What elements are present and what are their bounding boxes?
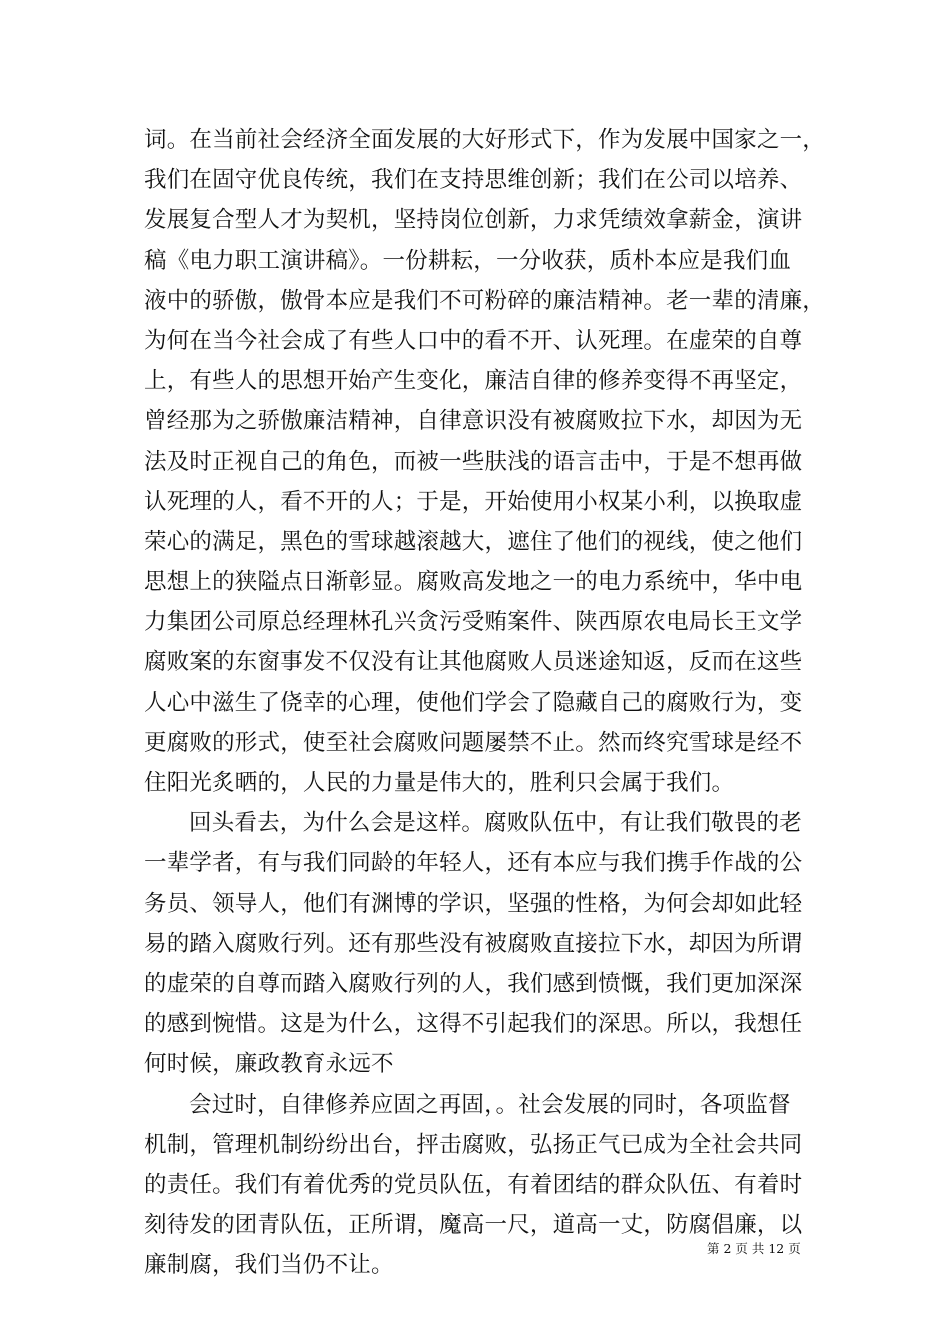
text-line: 一辈学者，有与我们同龄的年轻人，还有本应与我们携手作战的公 bbox=[144, 850, 803, 877]
text-line: 的责任。我们有着优秀的党员队伍，有着团结的群众队伍、有着时 bbox=[144, 1171, 803, 1198]
text-line: 何时候，廉政教育永远不 bbox=[144, 1051, 394, 1078]
text-line: 机制，管理机制纷纷出台，抨击腐败，弘扬正气已成为全社会共同 bbox=[144, 1131, 803, 1158]
text-line: 为何在当今社会成了有些人口中的看不开、认死理。在虚荣的自尊 bbox=[144, 327, 803, 354]
text-line: 的虚荣的自尊而踏入腐败行列的人，我们感到愤慨，我们更加深深 bbox=[144, 970, 803, 997]
text-line: 住阳光炙晒的，人民的力量是伟大的，胜利只会属于我们。 bbox=[144, 770, 735, 796]
text-line: 思想上的狭隘点日渐彰显。腐败高发地之一的电力系统中，华中电 bbox=[144, 569, 803, 596]
body-text bbox=[144, 120, 830, 1285]
text-line: 上，有些人的思想开始产生变化，廉洁自律的修养变得不再坚定， bbox=[144, 368, 803, 395]
text-line: 易的踏入腐败行列。还有那些没有被腐败直接拉下水，却因为所谓 bbox=[144, 930, 803, 957]
text-line: 廉制腐，我们当仍不让。 bbox=[144, 1252, 394, 1279]
text-line: 力集团公司原总经理林孔兴贪污受贿案件、陕西原农电局长王文学 bbox=[144, 609, 803, 636]
text-line: 稿《电力职工演讲稿》。一份耕耘，一分收获，质朴本应是我们血 bbox=[144, 247, 792, 274]
text-line: 认死理的人，看不开的人；于是，开始使用小权某小利，以换取虚 bbox=[144, 488, 803, 515]
text-line: 词。在当前社会经济全面发展的大好形式下，作为发展中国家之一， bbox=[144, 127, 826, 153]
text-line: 发展复合型人才为契机，坚持岗位创新，力求凭绩效拿薪金，演讲 bbox=[144, 207, 803, 234]
text-line: 我们在固守优良传统，我们在支持思维创新；我们在公司以培养、 bbox=[144, 167, 803, 194]
text-line: 会过时，自律修养应固之再固，。社会发展的同时，各项监督 bbox=[189, 1091, 791, 1118]
text-line: 荣心的满足，黑色的雪球越滚越大，遮住了他们的视线，使之他们 bbox=[144, 528, 803, 555]
text-line: 务员、领导人，他们有渊博的学识，坚强的性格，为何会却如此轻 bbox=[144, 890, 803, 917]
text-line: 液中的骄傲，傲骨本应是我们不可粉碎的廉洁精神。老一辈的清廉， bbox=[144, 287, 826, 314]
text-line: 更腐败的形式，使至社会腐败问题屡禁不止。然而终究雪球是经不 bbox=[144, 729, 803, 756]
text-line: 的感到惋惜。这是为什么，这得不引起我们的深思。所以，我想任 bbox=[144, 1011, 803, 1038]
page-number-footer: 第 2 页 共 12 页 bbox=[707, 1241, 801, 1256]
text-line: 曾经那为之骄傲廉洁精神，自律意识没有被腐败拉下水，却因为无 bbox=[144, 408, 803, 435]
text-line: 回头看去，为什么会是这样。腐败队伍中，有让我们敬畏的老 bbox=[189, 810, 802, 837]
text-line: 腐败案的东窗事发不仅没有让其他腐败人员迷途知返，反而在这些 bbox=[144, 649, 803, 676]
text-line: 人心中滋生了侥幸的心理，使他们学会了隐藏自己的腐败行为，变 bbox=[144, 689, 803, 716]
text-line: 刻待发的团青队伍，正所谓，魔高一尺，道高一丈，防腐倡廉，以 bbox=[144, 1212, 803, 1239]
text-line: 法及时正视自己的角色，而被一些肤浅的语言击中，于是不想再做 bbox=[144, 448, 803, 475]
